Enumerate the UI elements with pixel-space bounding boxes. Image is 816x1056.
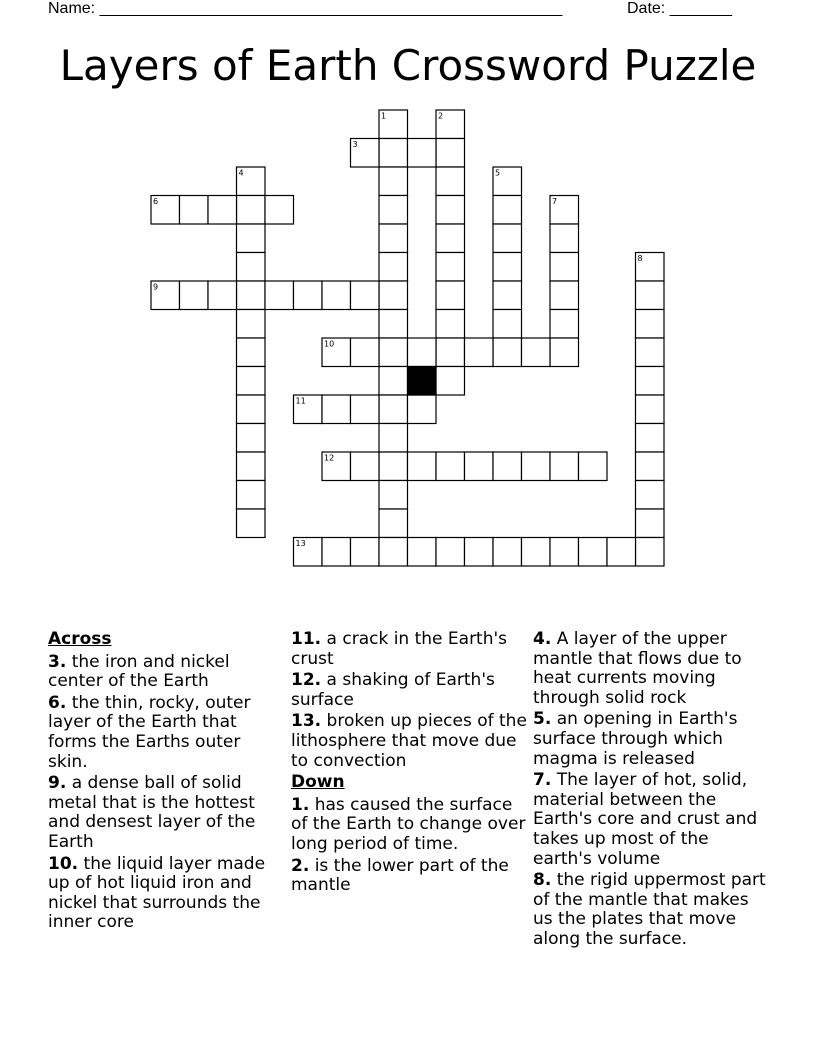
- grid-cell[interactable]: [237, 224, 266, 253]
- grid-cell[interactable]: [180, 281, 209, 310]
- puzzle-title: Layers of Earth Crossword Puzzle: [59, 41, 757, 90]
- grid-cell[interactable]: [493, 338, 522, 367]
- grid-cell[interactable]: [465, 338, 494, 367]
- clue-number-label: 4: [238, 168, 244, 178]
- grid-cell[interactable]: [636, 395, 665, 424]
- grid-cell[interactable]: [493, 538, 522, 567]
- grid-cell[interactable]: [379, 481, 408, 510]
- clue-number-label: 5: [495, 168, 501, 178]
- clue-down-2: 2. is the lower part of the mantle: [291, 855, 509, 896]
- clue-number-label: 13: [295, 539, 306, 548]
- grid-cell[interactable]: [237, 338, 266, 367]
- grid-cell[interactable]: [408, 538, 437, 567]
- clue-across-11: 11. a crack in the Earth's crust: [291, 629, 508, 669]
- grid-cell[interactable]: [237, 253, 266, 282]
- clue-column-2: [291, 630, 527, 898]
- grid-cell[interactable]: [579, 538, 608, 567]
- grid-cell[interactable]: [408, 338, 437, 367]
- down-heading: Down: [291, 772, 345, 793]
- grid-cell[interactable]: [294, 281, 323, 310]
- grid-cell[interactable]: [408, 139, 437, 168]
- grid-cell[interactable]: [379, 110, 408, 139]
- grid-cell[interactable]: [265, 281, 294, 310]
- grid-cell[interactable]: [322, 281, 351, 310]
- clue-down-4: 4. A layer of the upper mantle that flows due to heat currents moving through solid rock: [533, 629, 742, 708]
- grid-cell[interactable]: [636, 424, 665, 453]
- grid-cell[interactable]: [379, 310, 408, 339]
- grid-cell[interactable]: [379, 452, 408, 481]
- grid-cell[interactable]: [436, 110, 465, 139]
- grid-cell[interactable]: [636, 452, 665, 481]
- clue-number-label: 6: [153, 197, 159, 206]
- grid-cell[interactable]: [237, 452, 266, 481]
- grid-cell[interactable]: [379, 253, 408, 282]
- grid-cell[interactable]: [379, 509, 408, 538]
- clue-number-label: 12: [324, 453, 335, 463]
- grid-cell[interactable]: [493, 310, 522, 339]
- grid-cell[interactable]: [237, 167, 266, 196]
- grid-cell[interactable]: [351, 338, 380, 367]
- blocked-cell: [408, 367, 437, 396]
- clue-number-label: 8: [637, 254, 643, 263]
- grid-cell[interactable]: [379, 196, 408, 225]
- grid-cell[interactable]: [294, 395, 323, 424]
- grid-cell[interactable]: [550, 538, 579, 567]
- grid-cell[interactable]: [436, 338, 465, 367]
- grid-cell[interactable]: [379, 424, 408, 453]
- name-field-label: Name: ____________________________________________________: [48, 0, 563, 17]
- grid-cell[interactable]: [493, 196, 522, 225]
- grid-cell[interactable]: [636, 367, 665, 396]
- clue-down-1: 1. has caused the surface of the Earth to change over long period of time.: [291, 794, 526, 854]
- grid-cell[interactable]: [550, 310, 579, 339]
- grid-cell[interactable]: [522, 538, 551, 567]
- grid-cell[interactable]: [208, 196, 237, 225]
- grid-cell[interactable]: [379, 139, 408, 168]
- grid-cell[interactable]: [379, 367, 408, 396]
- grid-cell[interactable]: [636, 310, 665, 339]
- clue-across-10: 10. the liquid layer made up of hot liquid iron and nickel that surrounds the inner core: [48, 853, 266, 933]
- grid-cell[interactable]: [180, 196, 209, 225]
- grid-cell[interactable]: [636, 338, 665, 367]
- grid-cell[interactable]: [408, 452, 437, 481]
- grid-cell[interactable]: [550, 338, 579, 367]
- grid-cell[interactable]: [579, 452, 608, 481]
- grid-cell[interactable]: [465, 452, 494, 481]
- grid-cell[interactable]: [379, 224, 408, 253]
- grid-cell[interactable]: [436, 139, 465, 168]
- clue-number-label: 7: [552, 197, 558, 206]
- grid-cell[interactable]: [550, 452, 579, 481]
- grid-cell[interactable]: [636, 481, 665, 510]
- grid-cell[interactable]: [322, 395, 351, 424]
- grid-cell[interactable]: [237, 367, 266, 396]
- clue-number-label: 9: [153, 282, 159, 292]
- clue-across-13: 13. broken up pieces of the lithosphere that move due to convection: [291, 711, 527, 771]
- grid-cell[interactable]: [436, 196, 465, 225]
- grid-cell[interactable]: [351, 452, 380, 481]
- grid-cell[interactable]: [493, 253, 522, 282]
- grid-cell[interactable]: [436, 538, 465, 567]
- across-heading: Across: [48, 629, 112, 649]
- grid-cell[interactable]: [436, 224, 465, 253]
- grid-cell[interactable]: [436, 281, 465, 310]
- clue-down-7: 7. The layer of hot, solid, material between the Earth's core and crust and takes up most of the earth's volume: [533, 770, 758, 869]
- grid-cell[interactable]: [493, 281, 522, 310]
- grid-cell[interactable]: [493, 224, 522, 253]
- grid-cell[interactable]: [265, 196, 294, 225]
- grid-cell[interactable]: [322, 452, 351, 481]
- grid-cell[interactable]: [436, 367, 465, 396]
- clue-number-label: 3: [352, 140, 358, 149]
- grid-cell[interactable]: [379, 338, 408, 367]
- grid-cell[interactable]: [351, 395, 380, 424]
- grid-cell[interactable]: [294, 538, 323, 567]
- clue-down-5: 5. an opening in Earth's surface through which magma is released: [533, 709, 738, 769]
- grid-cell[interactable]: [436, 310, 465, 339]
- grid-cell[interactable]: [208, 281, 237, 310]
- grid-cell[interactable]: [322, 338, 351, 367]
- grid-cell[interactable]: [436, 452, 465, 481]
- clue-number-label: 2: [438, 111, 444, 121]
- grid-cell[interactable]: [550, 224, 579, 253]
- date-field-label: Date: _______: [627, 0, 732, 17]
- grid-cell[interactable]: [151, 281, 180, 310]
- grid-cell[interactable]: [237, 424, 266, 453]
- grid-cell[interactable]: [436, 167, 465, 196]
- clue-number-label: 11: [295, 396, 306, 406]
- clue-across-6: 6. the thin, rocky, outer layer of the Earth that forms the Earths outer skin.: [48, 692, 251, 772]
- grid-cell[interactable]: [522, 452, 551, 481]
- grid-cell[interactable]: [237, 310, 266, 339]
- grid-cell[interactable]: [351, 139, 380, 168]
- grid-cell[interactable]: [493, 167, 522, 196]
- clue-across-9: 9. a dense ball of solid metal that is the hottest and densest layer of the Earth: [48, 773, 256, 852]
- grid-cell[interactable]: [607, 538, 636, 567]
- grid-cell[interactable]: [550, 196, 579, 225]
- clue-column-1: [48, 630, 284, 935]
- grid-cell[interactable]: [379, 167, 408, 196]
- grid-cell[interactable]: [636, 509, 665, 538]
- grid-cell[interactable]: [379, 395, 408, 424]
- clue-column-3: [533, 630, 769, 952]
- grid-cell[interactable]: [636, 281, 665, 310]
- grid-cell[interactable]: [151, 196, 180, 225]
- grid-cell[interactable]: [522, 338, 551, 367]
- clue-number-label: 10: [324, 339, 335, 349]
- grid-cell[interactable]: [636, 253, 665, 282]
- grid-cell[interactable]: [436, 253, 465, 282]
- grid-cell[interactable]: [379, 281, 408, 310]
- grid-cell[interactable]: [237, 281, 266, 310]
- grid-cell[interactable]: [465, 538, 494, 567]
- grid-cell[interactable]: [237, 481, 266, 510]
- clue-across-3: 3. the iron and nickel center of the Earth: [48, 651, 230, 692]
- clue-across-12: 12. a shaking of Earth's surface: [291, 670, 495, 710]
- clue-down-8: 8. the rigid uppermost part of the mantle that makes us the plates that move along the surface.: [533, 870, 766, 949]
- grid-cell[interactable]: [550, 281, 579, 310]
- grid-cell[interactable]: [351, 281, 380, 310]
- grid-cell[interactable]: [550, 253, 579, 282]
- grid-cell[interactable]: [237, 196, 266, 225]
- grid-cell[interactable]: [408, 395, 437, 424]
- grid-cell[interactable]: [493, 452, 522, 481]
- grid-cell[interactable]: [351, 538, 380, 567]
- grid-cell[interactable]: [237, 509, 266, 538]
- clue-number-label: 1: [381, 111, 387, 121]
- grid-cell[interactable]: [636, 538, 665, 567]
- grid-cell[interactable]: [237, 395, 266, 424]
- grid-cell[interactable]: [379, 538, 408, 567]
- grid-cell[interactable]: [322, 538, 351, 567]
